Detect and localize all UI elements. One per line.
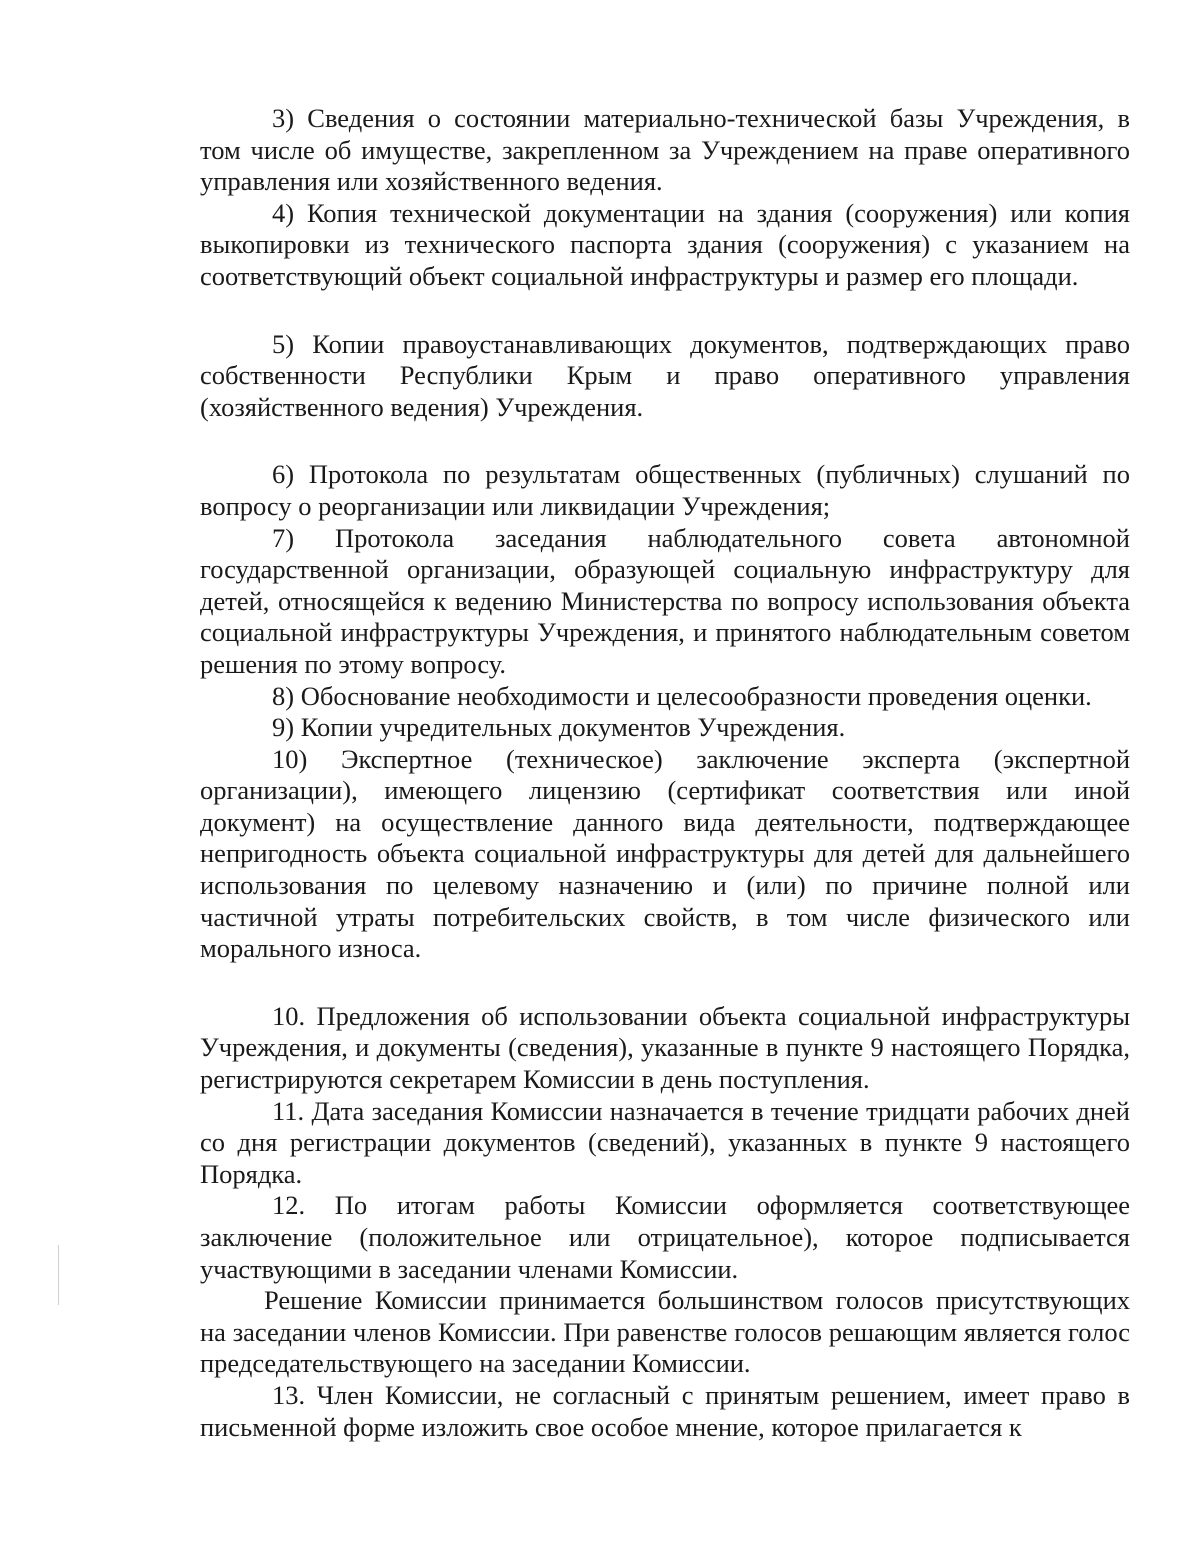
scan-artifact-line bbox=[58, 1245, 59, 1305]
paragraph-item-4: 4) Копия технической документации на здания (сооружения) или копия выкопировки из технического паспорта здания (сооружения) с указанием на соответствующий объект социальной инфраструктуры и размер его площади. bbox=[200, 197, 1130, 291]
document-body bbox=[200, 103, 1130, 1443]
paragraph-item-9: 9) Копии учредительных документов Учреждения. bbox=[272, 712, 846, 743]
paragraph-item-7: 7) Протокола заседания наблюдательного совета автономной государственной организации, образующей социальную инфраструктуру для детей, относящейся к ведению Министерства по вопросу использования объекта социальной инфраструктуры Учреждения, и принятого наблюдательным советом решения по этому вопросу. bbox=[200, 522, 1130, 679]
paragraph-item-3: 3) Сведения о состоянии материально-технической базы Учреждения, в том числе об имуществе, закрепленном за Учреждением на праве оперативного управления или хозяйственного ведения. bbox=[200, 103, 1130, 197]
paragraph-clause-13: 13. Член Комиссии, не согласный с принятым решением, имеет право в письменной форме изложить свое особое мнение, которое прилагается к bbox=[200, 1379, 1130, 1442]
paragraph-item-8: 8) Обоснование необходимости и целесообразности проведения оценки. bbox=[272, 680, 1092, 711]
paragraph-clause-11: 11. Дата заседания Комиссии назначается в течение тридцати рабочих дней со дня регистрации документов (сведений), указанных в пункте 9 настоящего Порядка. bbox=[200, 1095, 1130, 1189]
paragraph-item-6: 6) Протокола по результатам общественных (публичных) слушаний по вопросу о реорганизации или ликвидации Учреждения; bbox=[200, 459, 1130, 521]
paragraph-clause-10: 10. Предложения об использовании объекта социальной инфраструктуры Учреждения, и документы (сведения), указанные в пункте 9 настоящего Порядка, регистрируются секретарем Комиссии в день поступления. bbox=[200, 1000, 1130, 1095]
paragraph-clause-12: 12. По итогам работы Комиссии оформляется соответствующее заключение (положительное или отрицательное), которое подписывается участвующими в заседании членами Комиссии. bbox=[200, 1190, 1130, 1284]
paragraph-item-10: 10) Экспертное (техническое) заключение эксперта (экспертной организации), имеющего лицензию (сертификат соответствия или иной документ) на осуществление данного вида деятельности, подтверждающее непригодность объекта социальной инфраструктуры для детей для дальнейшего использования по целевому назначению и (или) по причине полной или частичной утраты потребительских свойств, в том числе физического или морального износа. bbox=[200, 743, 1130, 964]
paragraph-decision: Решение Комиссии принимается большинством голосов присутствующих на заседании членов Комиссии. При равенстве голосов решающим является голос председательствующего на заседании Комиссии. bbox=[200, 1285, 1130, 1379]
paragraph-item-5: 5) Копии правоустанавливающих документов, подтверждающих право собственности Республики Крым и право оперативного управления (хозяйственного ведения) Учреждения. bbox=[200, 328, 1130, 422]
